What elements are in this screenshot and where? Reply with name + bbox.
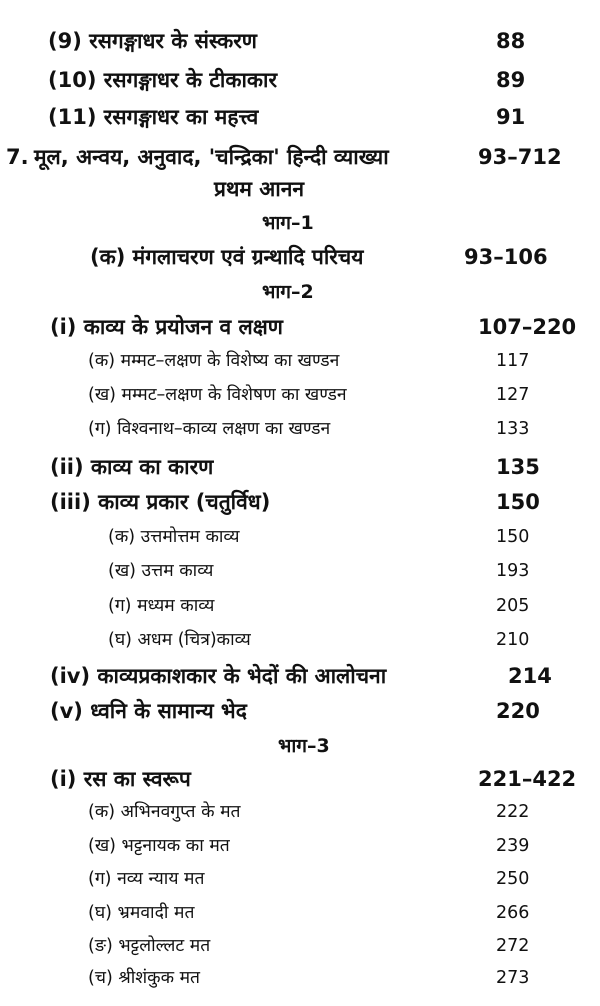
toc-entry-label: (ग) मध्यम काव्य — [108, 596, 215, 616]
toc-entry-page: 273 — [496, 968, 530, 988]
section-heading — [0, 275, 600, 309]
toc-entry — [0, 240, 600, 274]
toc-entry-page: 150 — [496, 490, 540, 514]
toc-entry — [0, 659, 600, 693]
toc-entry-page: 239 — [496, 836, 530, 856]
toc-entry — [0, 310, 600, 344]
toc-entry-label: (iii) काव्य प्रकार (चतुर्विध) — [50, 490, 271, 514]
toc-entry-label: (क) मंगलाचरण एवं ग्रन्थादि परिचय — [90, 245, 364, 269]
toc-entry-page: 88 — [496, 29, 526, 53]
toc-entry — [0, 450, 600, 484]
toc-entry-label: (9) रसगङ्गाधर के संस्करण — [48, 29, 257, 53]
toc-entry-page: 205 — [496, 596, 530, 616]
toc-entry — [0, 520, 600, 554]
toc-entry — [0, 589, 600, 623]
toc-entry — [0, 795, 600, 829]
toc-entry-label: (ङ) भट्टलोल्लट मत — [88, 936, 211, 956]
toc-entry-label: (11) रसगङ्गाधर का महत्त्व — [48, 105, 259, 129]
toc-entry-page: 266 — [496, 903, 530, 923]
toc-entry-label: (v) ध्वनि के सामान्य भेद — [50, 699, 247, 723]
toc-entry-page: 93–106 — [464, 245, 548, 269]
toc-entry-label: (ग) नव्य न्याय मत — [88, 869, 205, 889]
toc-entry — [0, 412, 600, 446]
toc-entry — [0, 961, 600, 995]
section-heading-text: प्रथम आनन — [214, 177, 305, 201]
toc-entry-page: 250 — [496, 869, 530, 889]
toc-entry-page: 133 — [496, 419, 530, 439]
toc-entry-page: 89 — [496, 68, 526, 92]
toc-entry-label: (घ) भ्रमवादी मत — [88, 903, 195, 923]
toc-entry — [0, 378, 600, 412]
toc-entry-page: 210 — [496, 630, 530, 650]
toc-entry-label: (ग) विश्वनाथ–काव्य लक्षण का खण्डन — [88, 419, 331, 439]
toc-entry-label: (ख) उत्तम काव्य — [108, 561, 214, 581]
toc-entry-page: 135 — [496, 455, 540, 479]
toc-entry — [0, 762, 600, 796]
toc-entry — [0, 63, 600, 97]
toc-entry-page: 91 — [496, 105, 526, 129]
toc-entry — [0, 344, 600, 378]
toc-entry-label: (ख) मम्मट–लक्षण के विशेषण का खण्डन — [88, 385, 347, 405]
toc-entry — [0, 929, 600, 963]
toc-chapter-entry — [0, 140, 600, 174]
toc-chapter-number: 7. — [6, 145, 29, 169]
toc-entry-label: (ii) काव्य का कारण — [50, 455, 214, 479]
toc-entry — [0, 896, 600, 930]
toc-entry-page: 220 — [496, 699, 540, 723]
toc-entry-label: (घ) अधम (चित्र)काव्य — [108, 630, 251, 650]
toc-entry — [0, 554, 600, 588]
toc-entry-label: (10) रसगङ्गाधर के टीकाकार — [48, 68, 278, 92]
section-heading-text: भाग–3 — [278, 735, 330, 757]
toc-entry-label: (i) रस का स्वरूप — [50, 767, 191, 791]
toc-entry-page: 107–220 — [478, 315, 577, 339]
section-heading — [0, 729, 600, 763]
toc-entry-page: 150 — [496, 527, 530, 547]
toc-entry-label: (क) मम्मट–लक्षण के विशेष्य का खण्डन — [88, 351, 340, 371]
toc-entry — [0, 24, 600, 58]
toc-entry-page: 193 — [496, 561, 530, 581]
toc-entry — [0, 829, 600, 863]
toc-entry-label: (क) उत्तमोत्तम काव्य — [108, 527, 240, 547]
toc-entry — [0, 862, 600, 896]
toc-entry-page: 117 — [496, 351, 530, 371]
toc-entry-page: 221–422 — [478, 767, 577, 791]
toc-entry — [0, 485, 600, 519]
section-heading — [0, 172, 600, 206]
toc-entry-page: 272 — [496, 936, 530, 956]
toc-entry — [0, 100, 600, 134]
section-heading-text: भाग–2 — [262, 281, 314, 303]
toc-entry-label: (च) श्रीशंकुक मत — [88, 968, 201, 988]
toc-entry — [0, 623, 600, 657]
toc-entry — [0, 694, 600, 728]
toc-entry-label: (क) अभिनवगुप्त के मत — [88, 802, 241, 822]
toc-entry-page: 127 — [496, 385, 530, 405]
toc-entry-page: 93–712 — [478, 145, 562, 169]
toc-entry-page: 214 — [508, 664, 552, 688]
section-heading-text: भाग–1 — [262, 212, 314, 234]
toc-entry-label: (ख) भट्टनायक का मत — [88, 836, 230, 856]
toc-entry-label: मूल, अन्वय, अनुवाद, 'चन्द्रिका' हिन्दी व्याख्या — [34, 145, 389, 169]
toc-entry-page: 222 — [496, 802, 530, 822]
toc-entry-label: (iv) काव्यप्रकाशकार के भेदों की आलोचना — [50, 664, 387, 688]
toc-entry-label: (i) काव्य के प्रयोजन व लक्षण — [50, 315, 283, 339]
section-heading — [0, 206, 600, 240]
